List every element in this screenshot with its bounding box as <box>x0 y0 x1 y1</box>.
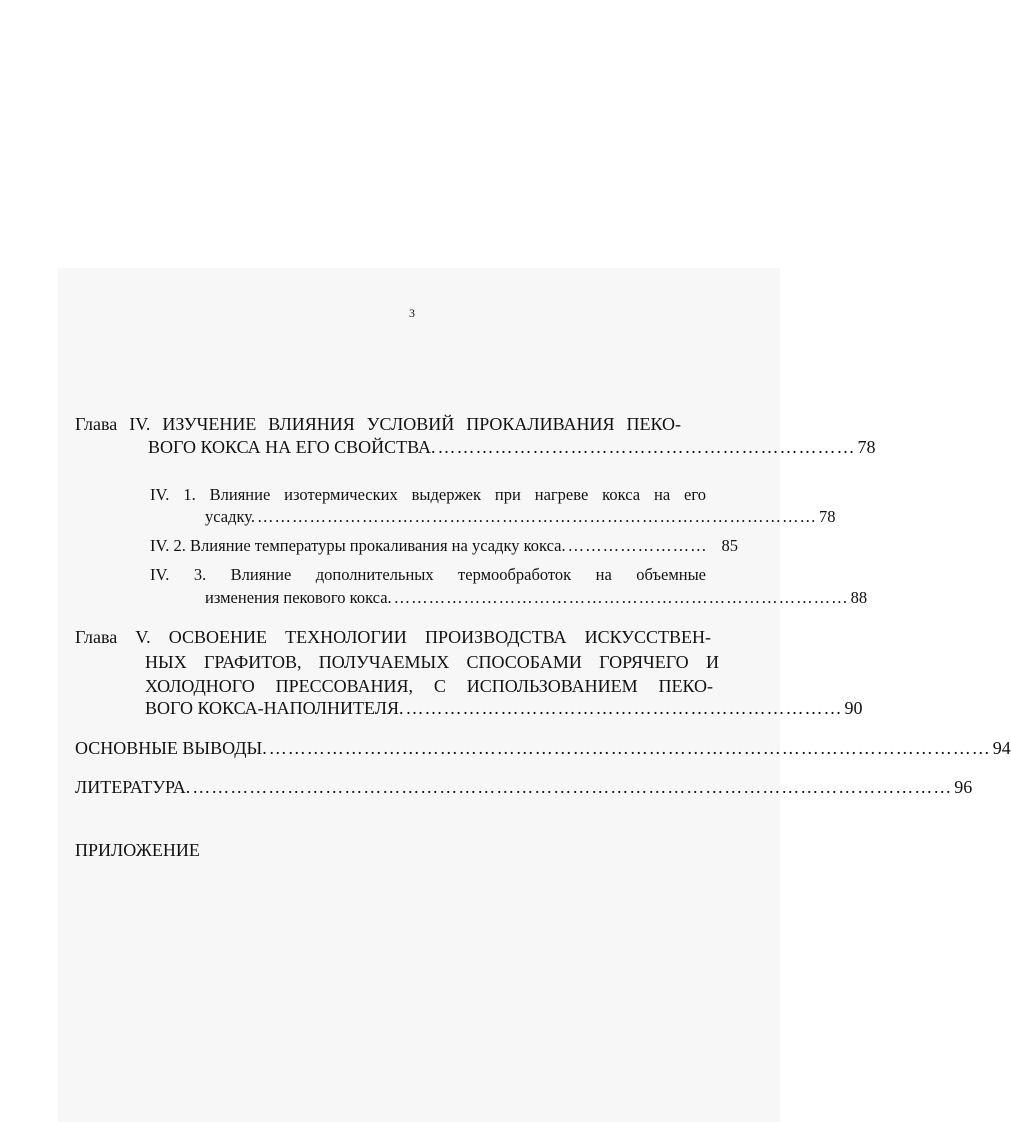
toc-sub-4-1-page: 78 <box>819 507 836 526</box>
toc-literature-entry[interactable] <box>75 776 973 798</box>
toc-ch5-title-line1: Глава V. ОСВОЕНИЕ ТЕХНОЛОГИИ ПРОИЗВОДСТВА ИСКУССТВЕН- <box>75 627 711 647</box>
toc-ch5-title-line3: ХОЛОДНОГО ПРЕССОВАНИЯ, С ИСПОЛЬЗОВАНИЕМ ПЕКО- <box>145 676 713 696</box>
toc-ch4-title-line2: ВОГО КОКСА НА ЕГО СВОЙСТВА. <box>148 437 436 457</box>
toc-sub-4-3-page: 88 <box>850 588 868 607</box>
toc-sub-4-2-page: 85 <box>721 536 738 555</box>
toc-appendix[interactable]: ПРИЛОЖЕНИЕ <box>75 840 200 860</box>
toc-ch4-entry[interactable] <box>148 436 876 458</box>
toc-sub-4-1-entry[interactable] <box>205 506 836 528</box>
page-number: 3 <box>409 306 415 320</box>
toc-sub-4-3-entry[interactable] <box>205 587 868 609</box>
leader-dots: ………………………………………………………………………………………………………… <box>192 777 953 797</box>
leader-dots: …………………………………………………………… <box>405 698 843 718</box>
toc-sub-4-1-line1: IV. 1. Влияние изотермических выдержек при нагреве кокса на его <box>150 485 706 504</box>
leader-dots: …………………………………………………………………… <box>393 588 849 607</box>
toc-sub-4-1-line2: усадку. <box>205 507 255 526</box>
toc-ch5-entry[interactable] <box>145 697 863 719</box>
toc-ch5-title-line4: ВОГО КОКСА-НАПОЛНИТЕЛЯ. <box>145 698 404 718</box>
toc-ch4-page: 78 <box>857 437 876 457</box>
toc-sub-4-3-line1: IV. 3. Влияние дополнительных термообработок на объемные <box>150 565 706 584</box>
toc-ch5-title-line2: НЫХ ГРАФИТОВ, ПОЛУЧАЕМЫХ СПОСОБАМИ ГОРЯЧЕГО И <box>145 652 719 672</box>
toc-ch5-page: 90 <box>844 698 863 718</box>
leader-dots: …………………………………………………………………………………………………… <box>268 738 991 758</box>
toc-sub-4-2-entry[interactable] <box>150 535 738 557</box>
toc-sub-4-3-line2: изменения пекового кокса. <box>205 588 392 607</box>
toc-literature-label: ЛИТЕРАТУРА. <box>75 777 191 797</box>
leader-dots: …………………… <box>567 536 708 555</box>
leader-dots: ………………………………………………………… <box>437 437 856 457</box>
toc-ch4-title-line1: Глава IV. ИЗУЧЕНИЕ ВЛИЯНИЯ УСЛОВИЙ ПРОКАЛИВАНИЯ ПЕКО- <box>75 414 681 434</box>
toc-conclusions-page: 94 <box>992 738 1011 758</box>
toc-sub-4-2-line1: IV. 2. Влияние температуры прокаливания на усадку кокса. <box>150 536 566 555</box>
toc-conclusions-entry[interactable] <box>75 737 1011 759</box>
leader-dots: …………………………………………………………………………………… <box>257 507 817 526</box>
toc-conclusions-label: ОСНОВНЫЕ ВЫВОДЫ. <box>75 738 267 758</box>
toc-literature-page: 96 <box>954 777 973 797</box>
